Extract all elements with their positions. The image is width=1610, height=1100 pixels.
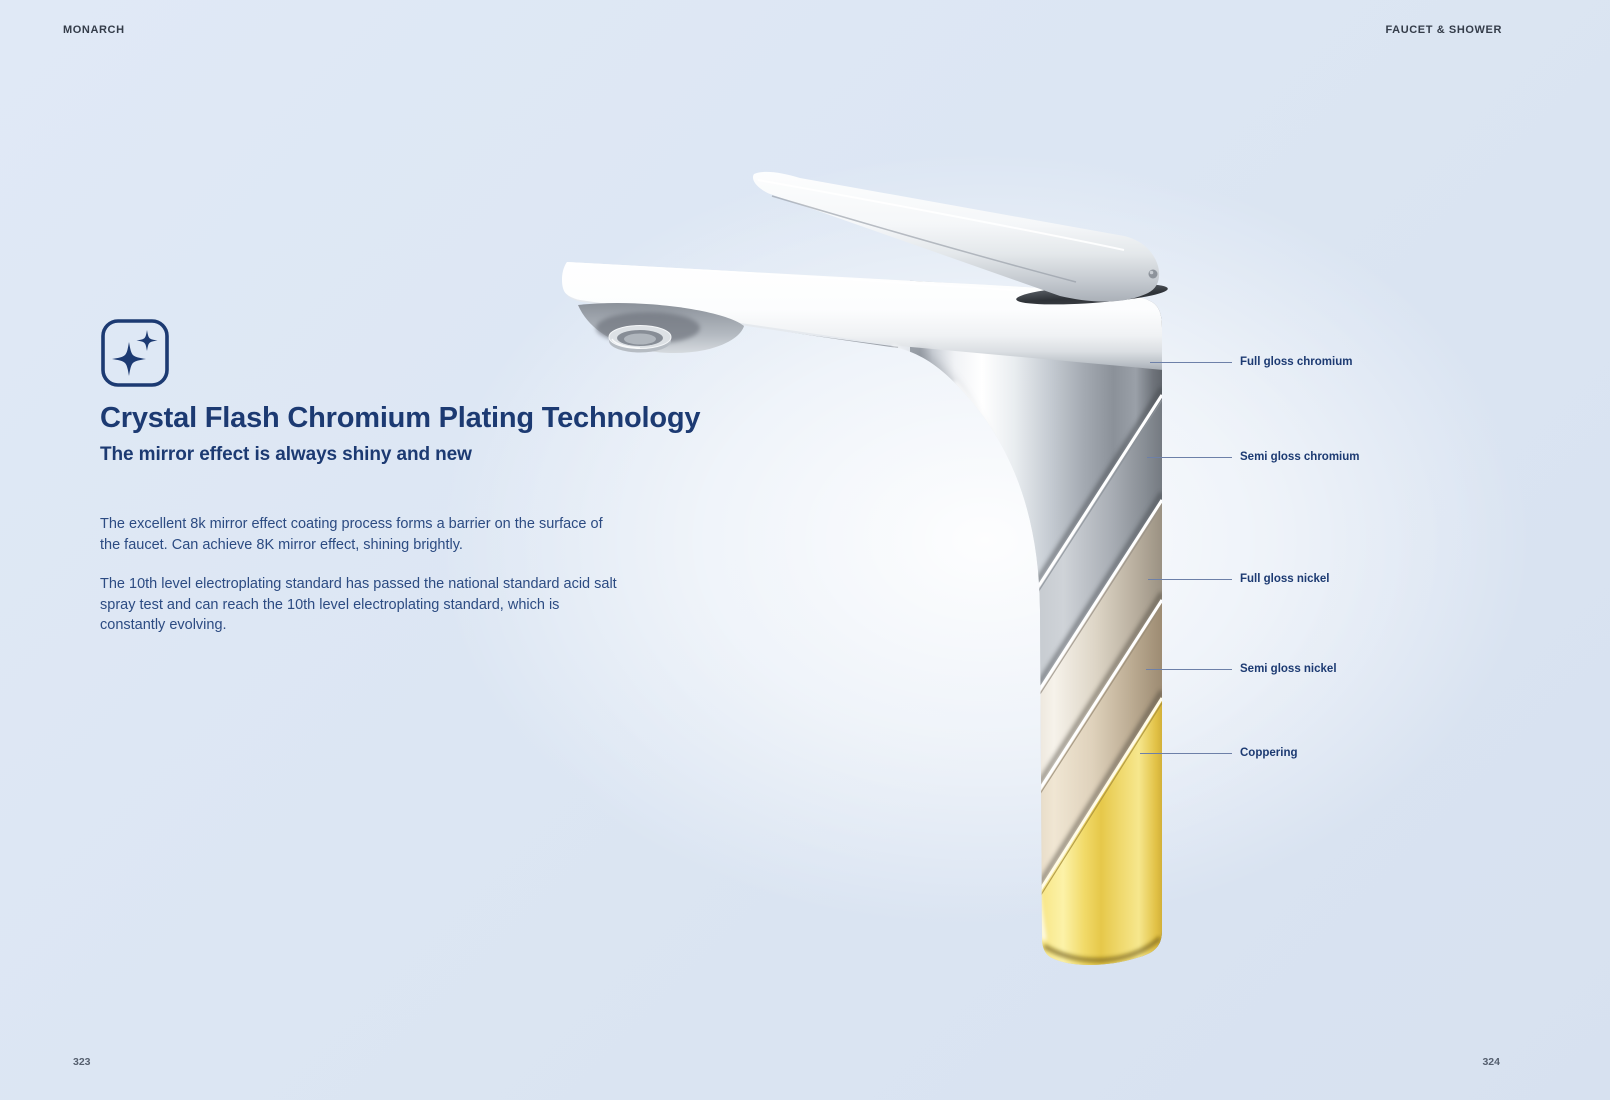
category-label: FAUCET & SHOWER [1385, 24, 1502, 36]
layer-label-text: Full gloss chromium [1240, 356, 1353, 368]
brand-logo-text: MONARCH [63, 24, 125, 36]
leader-line [1150, 362, 1232, 363]
layer-label-text: Semi gloss chromium [1240, 451, 1360, 463]
layer-callout [1147, 451, 1360, 463]
leader-line [1146, 669, 1232, 670]
leader-line [1140, 753, 1232, 754]
body-paragraph-1: The excellent 8k mirror effect coating process forms a barrier on the surface of the faucet. Can achieve 8K mirror effect, shining brightly. [100, 516, 603, 553]
layer-callout [1140, 747, 1298, 759]
sparkle-icon-svg [100, 318, 170, 388]
layer-callout [1150, 356, 1352, 368]
handle-set-screw [1149, 270, 1158, 279]
sparkle-icon [100, 318, 170, 388]
layer-callout [1148, 573, 1329, 585]
page-title: Crystal Flash Chromium Plating Technology [100, 402, 701, 434]
page-header [63, 24, 1502, 36]
page-number-left: 323 [73, 1056, 91, 1068]
layer-label-text: Full gloss nickel [1240, 573, 1330, 585]
leader-line [1147, 457, 1232, 458]
body-paragraph-2: The 10th level electroplating standard has passed the national standard acid salt spray test and can reach the 10th level electroplating standard, which is constantly evolving. [100, 576, 617, 634]
leader-line [1148, 579, 1232, 580]
layer-callout [1146, 663, 1337, 675]
layer-label-text: Semi gloss nickel [1240, 663, 1337, 675]
faucet-illustration [520, 140, 1200, 990]
layer-label-text: Coppering [1240, 747, 1298, 759]
page-number-right: 324 [1482, 1056, 1500, 1068]
page-subtitle: The mirror effect is always shiny and new [100, 444, 472, 465]
